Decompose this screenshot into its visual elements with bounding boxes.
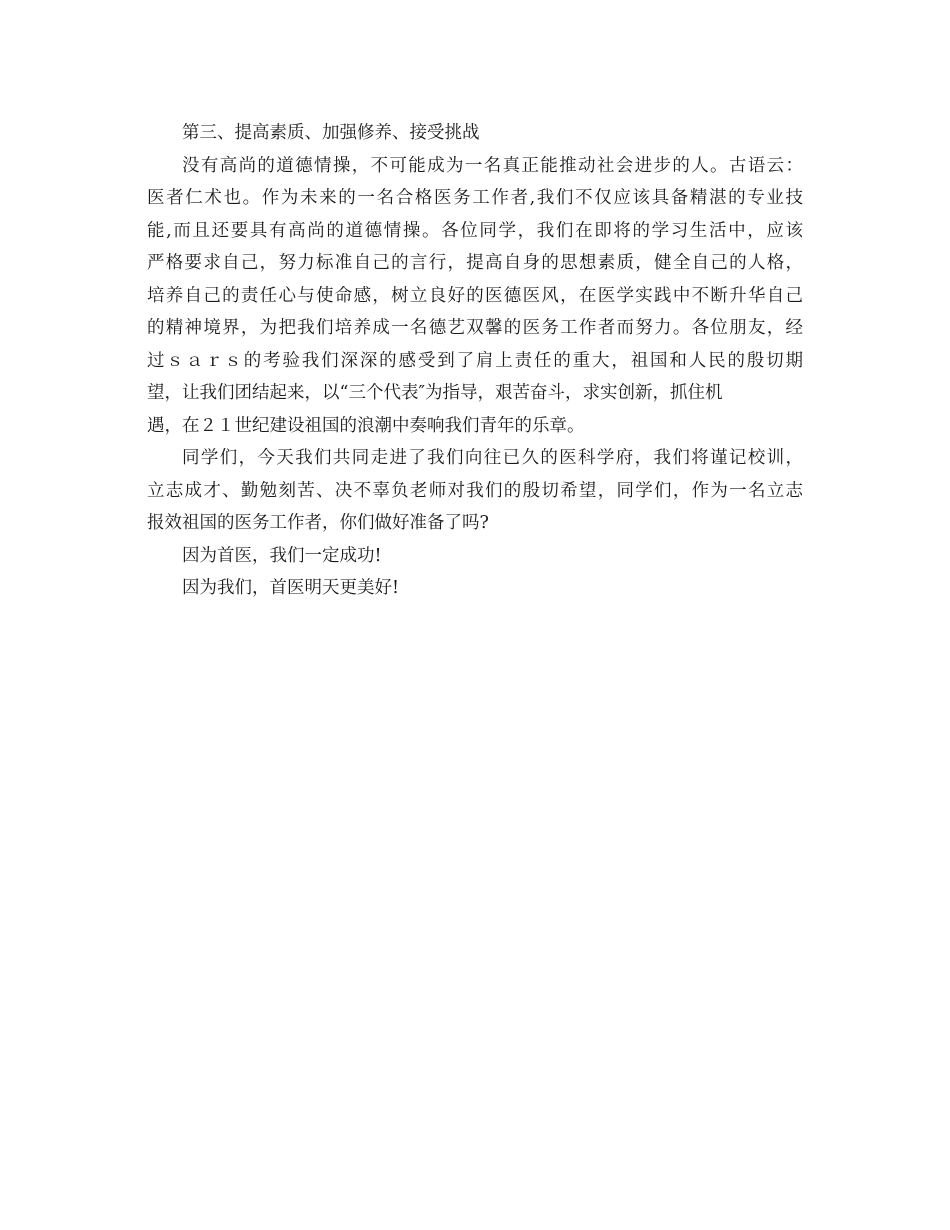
paragraph-line: 遇，在２１世纪建设祖国的浪潮中奏响我们青年的乐章。	[147, 415, 585, 436]
paragraph-line: 没有高尚的道德情操，不可能成为一名真正能推动社会进步的人。古语云：	[182, 155, 803, 176]
closing-line: 因为我们，首医明天更美好!	[182, 578, 400, 598]
paragraph-line: 培养自己的责任心与使命感，树立良好的医德医风，在医学实践中不断升华自己	[147, 285, 803, 306]
paragraph-line: 立志成才、勤勉刻苦、决不辜负老师对我们的殷切希望，同学们，作为一名立志	[147, 480, 803, 501]
paragraph-line: 严格要求自己，努力标准自己的言行，提高自身的思想素质，健全自己的人格，	[147, 253, 803, 273]
section-heading: 第三、提高素质、加强修养、接受挑战	[182, 123, 480, 143]
paragraph-line: 同学们，今天我们共同走进了我们向往已久的医科学府，我们将谨记校训，	[182, 448, 803, 468]
paragraph-line: 能,而且还要具有高尚的道德情操。各位同学，我们在即将的学习生活中，应该	[147, 220, 803, 241]
paragraph-line: 报效祖国的医务工作者，你们做好准备了吗?	[147, 513, 489, 533]
paragraph-line: 过ｓａｒｓ的考验我们深深的感受到了肩上责任的重大，祖国和人民的殷切期	[147, 350, 803, 371]
paragraph-line: 的精神境界，为把我们培养成一名德艺双馨的医务工作者而努力。各位朋友，经	[147, 318, 803, 338]
document-body	[147, 117, 803, 605]
paragraph-line: 医者仁术也。作为未来的一名合格医务工作者,我们不仅应该具备精湛的专业技	[147, 188, 803, 208]
closing-line: 因为首医，我们一定成功!	[182, 545, 382, 566]
paragraph-line: 望，让我们团结起来，以“三个代表″为指导，艰苦奋斗，求实创新，抓住机	[147, 383, 723, 403]
